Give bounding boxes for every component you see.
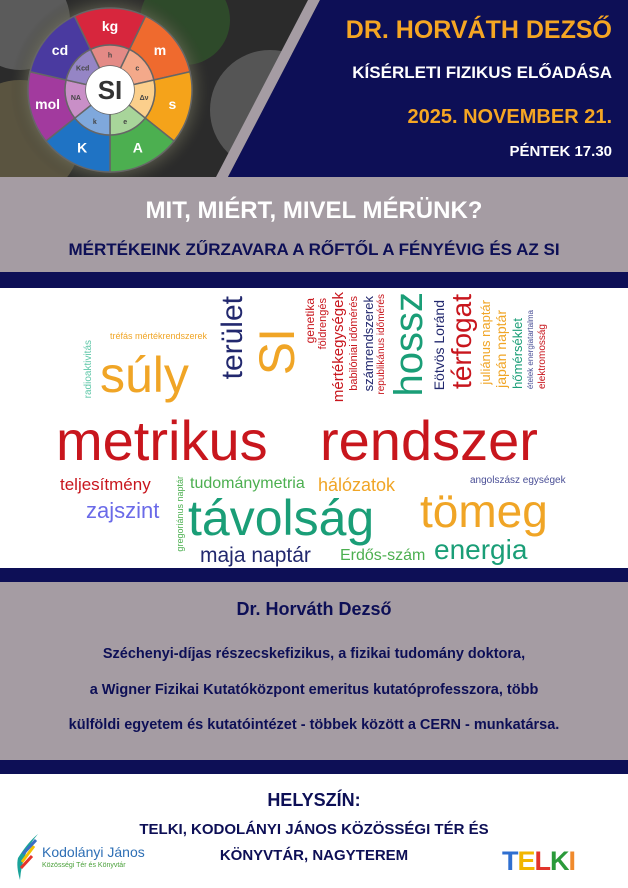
- si-wheel: [28, 8, 192, 172]
- cloud-word: súly: [100, 347, 189, 403]
- wheel-label: K: [77, 139, 88, 156]
- header: [0, 0, 628, 177]
- cloud-word: republikánus időmérés: [376, 294, 387, 395]
- cloud-word: ételek energiatartalma: [526, 310, 535, 390]
- wheel-label: c: [135, 65, 140, 73]
- cloud-word: angolszász egységek: [470, 475, 566, 486]
- feather-icon: [14, 832, 40, 882]
- cloud-word: genetika: [303, 298, 317, 344]
- cloud-word: radioaktivitás: [83, 340, 94, 399]
- venue-label: HELYSZÍN:: [267, 790, 361, 810]
- cloud-word: mértékegységek: [330, 292, 347, 403]
- divider: [0, 272, 628, 288]
- telki-letter: E: [517, 846, 535, 876]
- telki-letters: [502, 846, 575, 877]
- event-time: PÉNTEK 17.30: [509, 143, 612, 160]
- cloud-word: földrengés: [317, 298, 329, 350]
- cloud-word: tömeg: [420, 485, 548, 537]
- wheel-label: kg: [101, 17, 119, 34]
- cloud-word: zajszint: [86, 498, 160, 523]
- kodolanyi-name: Kodolányi János: [42, 844, 145, 860]
- event-date: 2025. NOVEMBER 21.: [407, 106, 612, 128]
- cloud-word: számrendszerek: [361, 296, 376, 392]
- cloud-word: távolság: [188, 490, 375, 546]
- bio-band: [0, 582, 628, 760]
- venue-line: KÖNYVTÁR, NAGYTEREM: [219, 847, 409, 864]
- wheel-label: e: [123, 118, 128, 126]
- cloud-word: SI: [249, 328, 305, 376]
- title-band: [0, 177, 628, 272]
- kodolanyi-logo: [14, 832, 164, 882]
- wheel-label: h: [107, 52, 113, 60]
- word-cloud: [0, 288, 628, 568]
- bio-line: Széchenyi-díjas részecskefizikus, a fizikai tudomány doktora,: [102, 646, 526, 662]
- main-title: MIT, MIÉRT, MIVEL MÉRÜNK?: [145, 197, 483, 224]
- divider: [0, 568, 628, 582]
- cloud-word: hossz: [387, 292, 431, 397]
- cloud-word: térfogat: [446, 294, 477, 389]
- cloud-word: terület: [216, 296, 249, 380]
- wheel-label: NA: [70, 95, 81, 103]
- wheel-label: mol: [35, 96, 61, 113]
- bio-line: külföldi egyetem és kutatóintézet - többek között a CERN - munkatársa.: [68, 717, 560, 733]
- cloud-word: elektromosság: [537, 324, 548, 390]
- event-subtitle: KÍSÉRLETI FIZIKUS ELŐADÁSA: [352, 63, 612, 82]
- wheel-label: k: [92, 118, 97, 126]
- cloud-word: babilóniai időmérés: [348, 296, 360, 391]
- cloud-word: energia: [434, 534, 528, 565]
- cloud-word: rendszer: [320, 409, 538, 472]
- cloud-word: gregoriánus naptár: [175, 476, 185, 552]
- cloud-word: hálózatok: [318, 475, 396, 495]
- wheel-label: s: [168, 96, 177, 113]
- wheel-label: m: [153, 41, 167, 58]
- cloud-word: tréfás mértékrendszerek: [110, 331, 208, 341]
- cloud-word: juliánus naptár: [478, 300, 493, 385]
- telki-letter: K: [550, 846, 569, 876]
- telki-logo: [502, 846, 612, 880]
- cloud-word: tudománymetria: [190, 475, 305, 492]
- divider: [0, 760, 628, 774]
- bio-name: Dr. Horváth Dezső: [236, 599, 392, 619]
- cloud-word: metrikus: [56, 409, 268, 472]
- telki-letter: T: [502, 846, 518, 876]
- cloud-word: japán naptár: [493, 310, 509, 388]
- cloud-word: hőmérséklet: [510, 318, 525, 389]
- cloud-word: maja naptár: [200, 544, 311, 567]
- wheel-label: Δν: [139, 95, 149, 103]
- cloud-word: Erdős-szám: [340, 547, 426, 564]
- wheel-label: cd: [51, 41, 69, 58]
- kodolanyi-sub: Közösségi Tér és Könyvtár: [42, 862, 126, 869]
- bio-line: a Wigner Fizikai Kutatóközpont emeritus kutatóprofesszora, több: [89, 682, 539, 698]
- telki-letter: L: [534, 846, 551, 876]
- venue-line: TELKI, KODOLÁNYI JÁNOS KÖZÖSSÉGI TÉR ÉS: [139, 821, 489, 838]
- cloud-word: teljesítmény: [60, 475, 151, 494]
- cloud-word: Eötvös Loránd: [431, 300, 447, 391]
- wheel-label: A: [132, 139, 143, 156]
- wheel-label: Kcd: [76, 65, 90, 73]
- telki-letter: I: [568, 846, 576, 876]
- speaker-name: DR. HORVÁTH DEZSŐ: [345, 16, 612, 44]
- sub-title: MÉRTÉKEINK ZŰRZAVARA A RŐFTŐL A FÉNYÉVIG ÉS AZ SI: [68, 240, 560, 259]
- wheel-label: SI: [97, 75, 123, 106]
